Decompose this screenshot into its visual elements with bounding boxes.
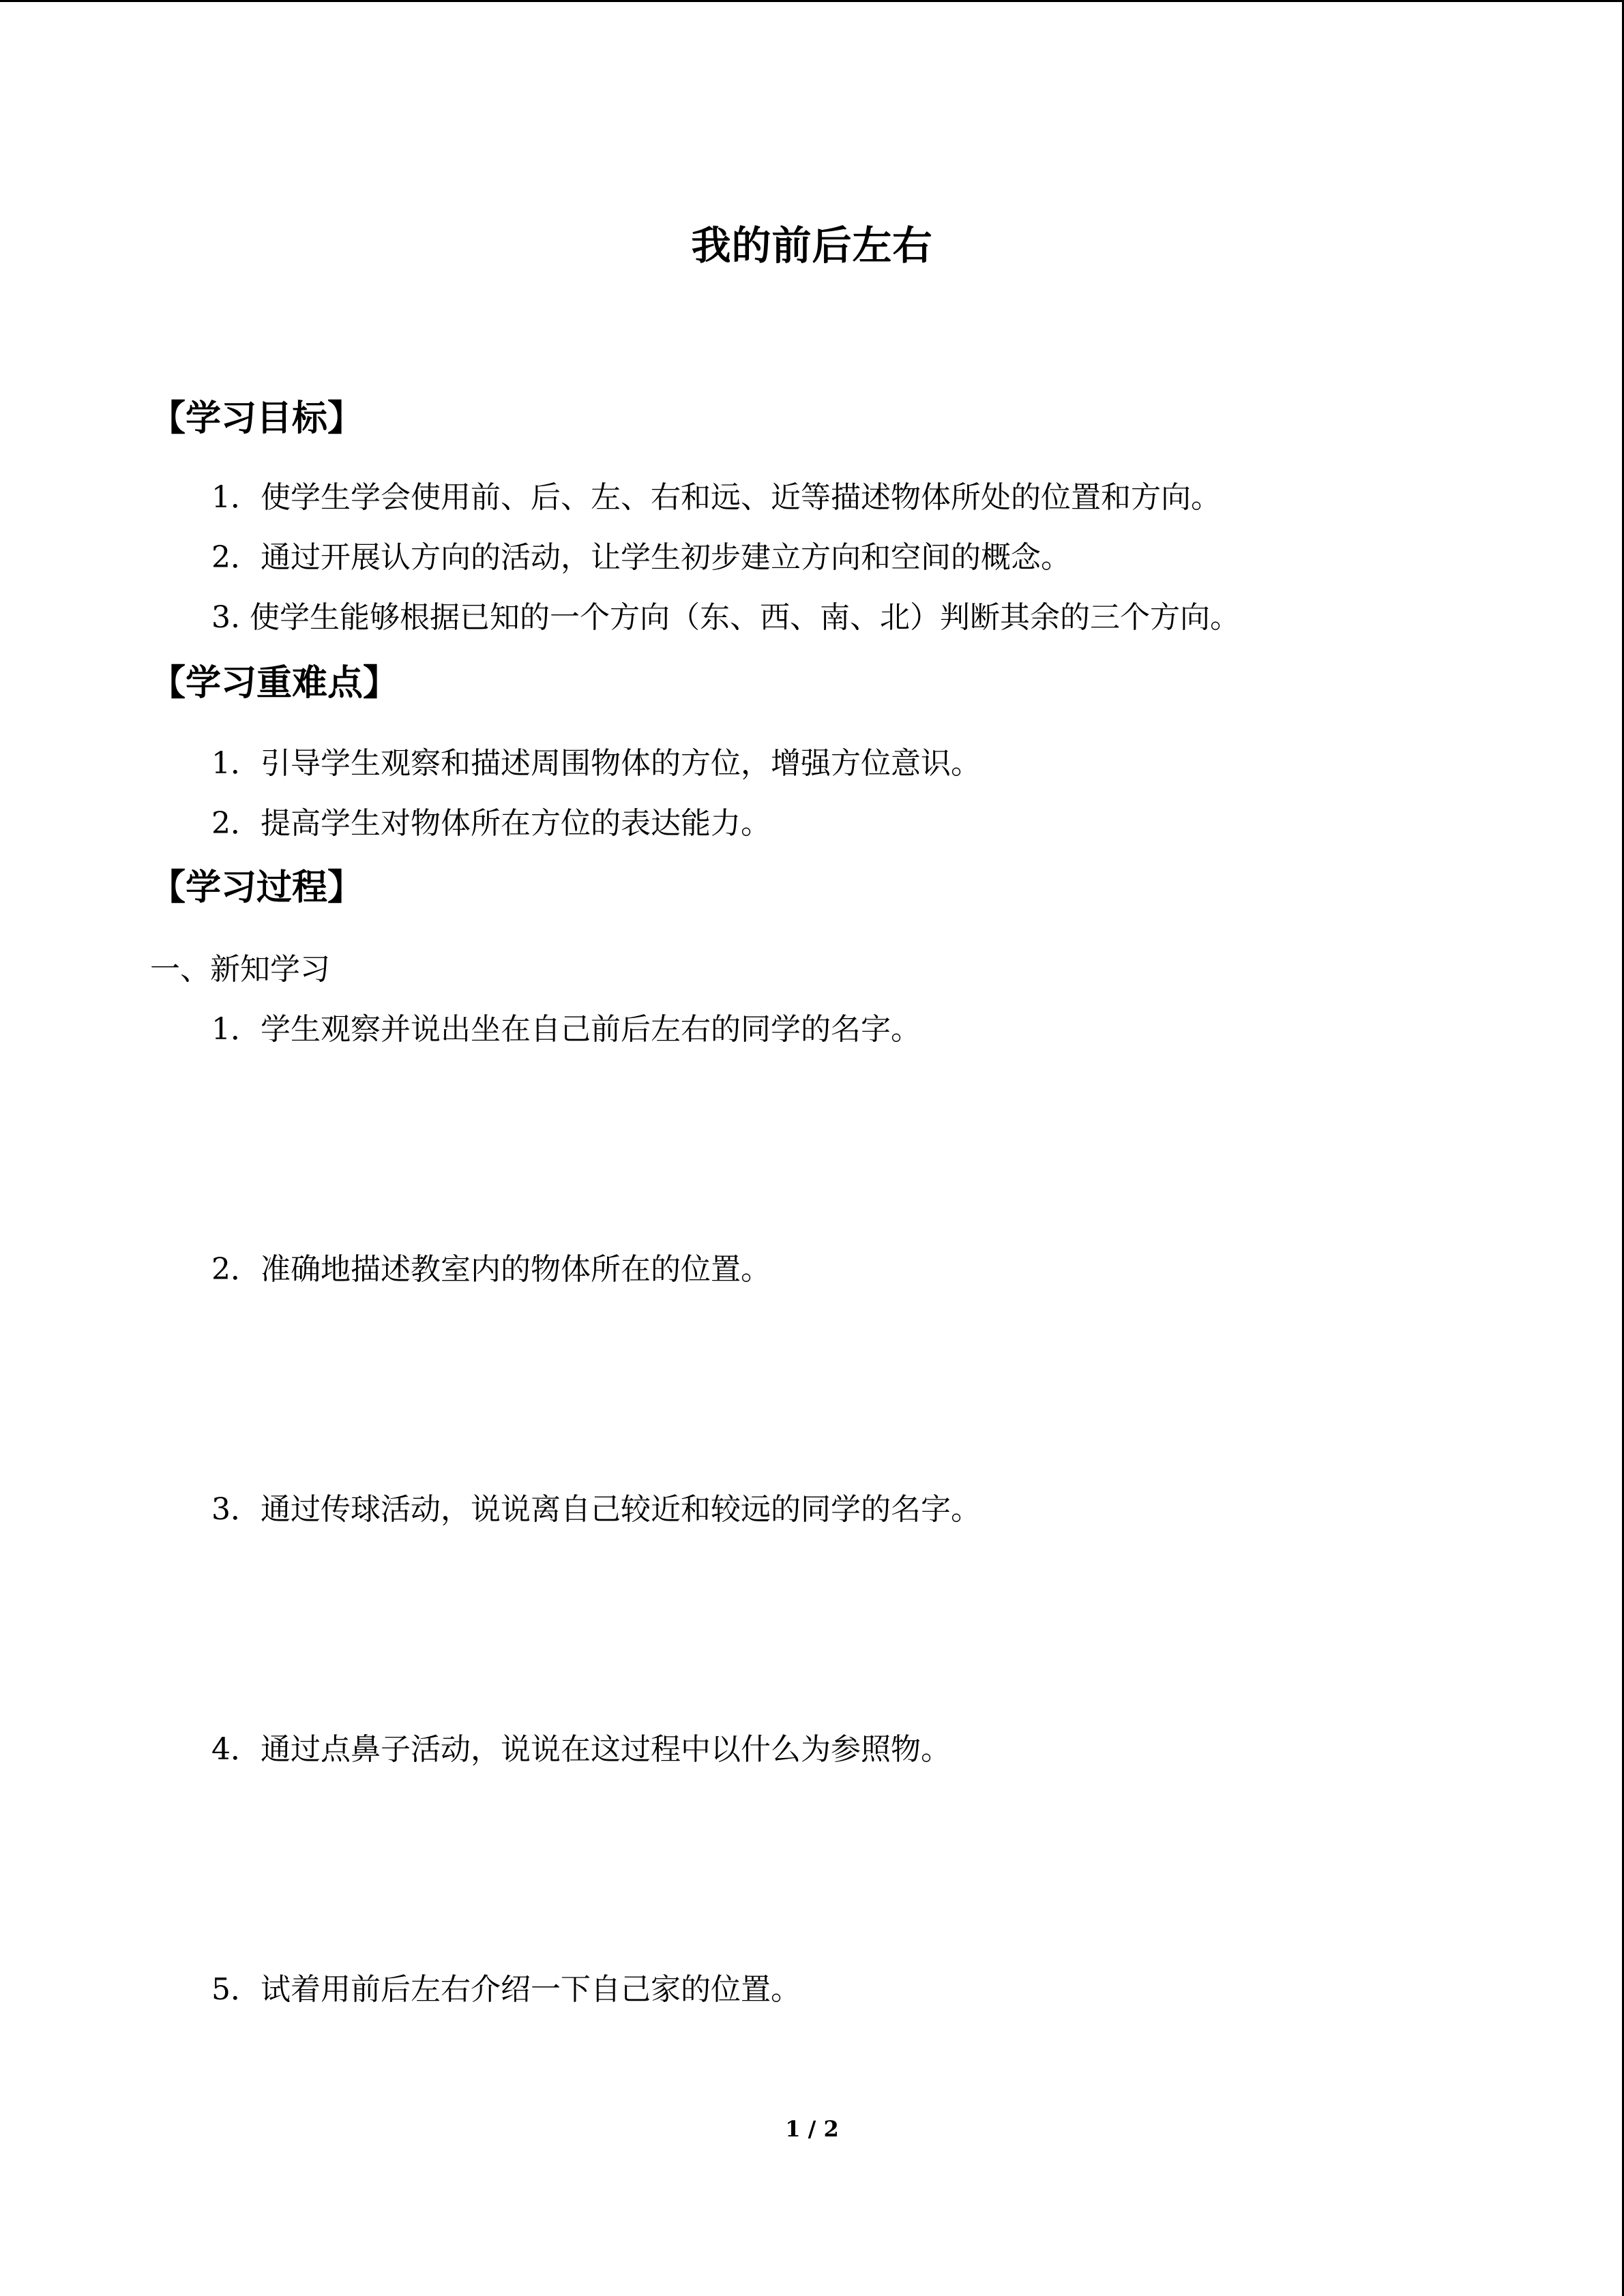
section-heading-process: 【学习过程】	[150, 867, 364, 908]
page-number: 1 / 2	[785, 2116, 839, 2142]
process-item-5: 5．试着用前后左右介绍一下自己家的位置。	[211, 1972, 801, 2007]
objective-item-2: 2．通过开展认方向的活动，让学生初步建立方向和空间的概念。	[211, 540, 1071, 575]
objective-item-1: 1．使学生学会使用前、后、左、右和远、近等描述物体所处的位置和方向。	[211, 480, 1221, 515]
section-heading-key-points: 【学习重难点】	[150, 663, 399, 704]
key-point-item-1: 1．引导学生观察和描述周围物体的方位，增强方位意识。	[211, 746, 981, 781]
objective-item-3: 3. 使学生能够根据已知的一个方向（东、西、南、北）判断其余的三个方向。	[211, 600, 1240, 635]
process-item-4: 4．通过点鼻子活动，说说在这过程中以什么为参照物。	[211, 1732, 951, 1767]
process-item-1: 1．学生观察并说出坐在自己前后左右的同学的名字。	[211, 1012, 921, 1047]
document-title: 我的前后左右	[691, 222, 933, 269]
process-item-2: 2．准确地描述教室内的物体所在的位置。	[211, 1252, 771, 1287]
key-point-item-2: 2．提高学生对物体所在方位的表达能力。	[211, 806, 771, 841]
process-item-3: 3．通过传球活动，说说离自己较近和较远的同学的名字。	[211, 1492, 981, 1527]
subsection-new-knowledge: 一、新知学习	[150, 952, 330, 987]
section-heading-objectives: 【学习目标】	[150, 398, 364, 439]
